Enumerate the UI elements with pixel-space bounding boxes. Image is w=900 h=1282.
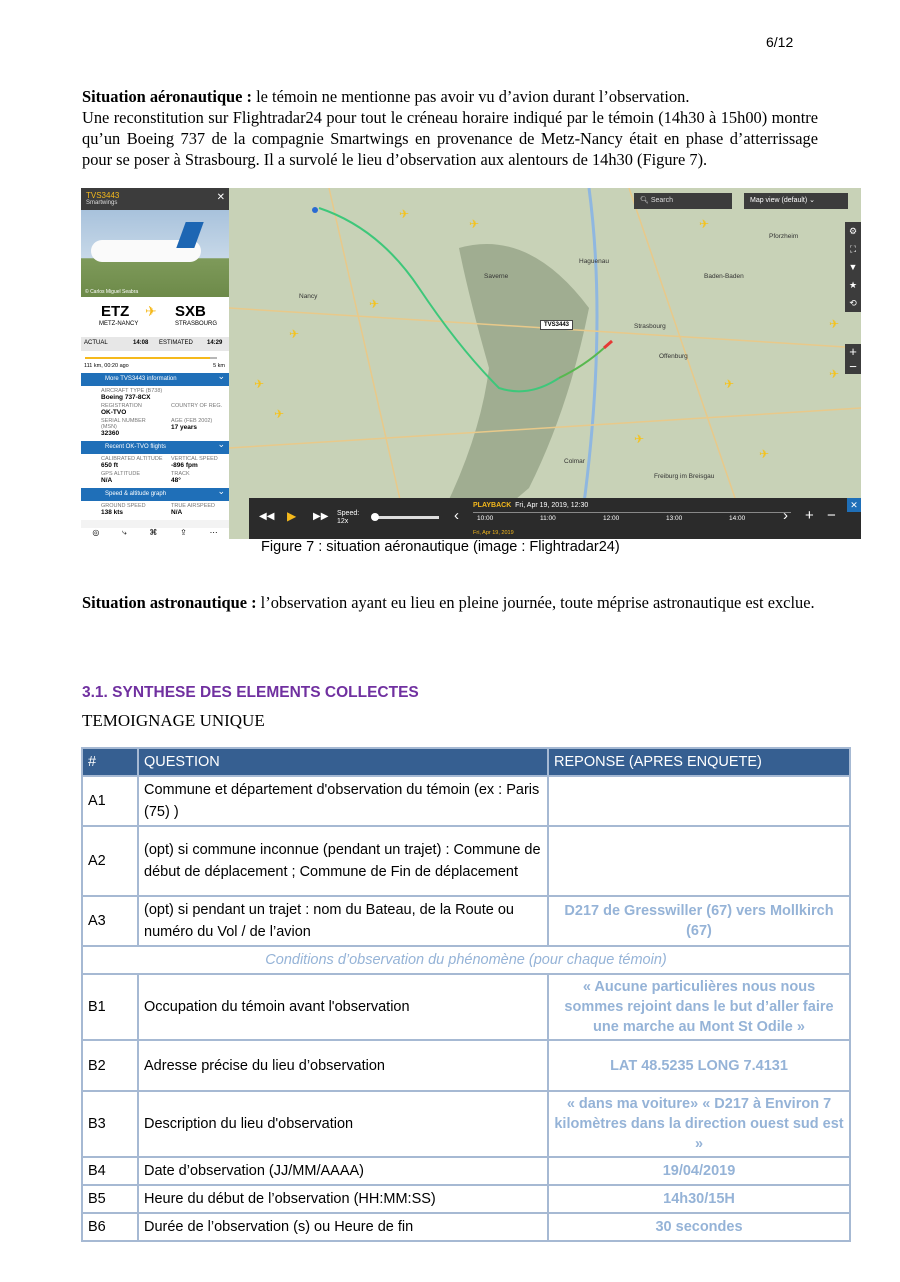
star-icon[interactable]: ★ (848, 280, 858, 290)
more-icon[interactable]: ⋯ (209, 528, 218, 537)
panel-bottom-icons (81, 528, 229, 539)
globe-icon[interactable]: ◎ (92, 528, 100, 537)
table-row: B4 Date d’observation (JJ/MM/AAAA) 19/04/2019 (82, 1157, 850, 1185)
flight-info-panel (81, 188, 229, 539)
place-label: Colmar (564, 458, 585, 465)
svg-text:✈: ✈ (274, 407, 285, 421)
photo-credit: © Carlos Miguel Seabra (85, 289, 139, 295)
table-row: B1 Occupation du témoin avant l'observation « Aucune particulières nous nous sommes rejoint dans le but d’aller faire une marche au Mont St Odile » (82, 974, 850, 1040)
table-row: B5 Heure du début de l’observation (HH:MM:SS) 14h30/15H (82, 1185, 850, 1213)
map-view-dropdown[interactable]: Map view (default) ⌄ (744, 193, 848, 209)
svg-text:✈: ✈ (759, 447, 770, 461)
situation-aero-label: Situation aéronautique : (82, 87, 253, 106)
map-zoom-controls (845, 344, 861, 374)
svg-text:✈: ✈ (724, 377, 735, 391)
table-row: B3 Description du lieu d'observation « dans ma voiture» « D217 à Environ 7 kilomètres dans la direction ouest sud est » (82, 1091, 850, 1157)
svg-text:✈: ✈ (634, 432, 645, 446)
timeline-tick: 14:00 (729, 515, 746, 522)
aircraft-info: AIRCRAFT TYPE (B738) Boeing 737-8CX REGISTRATION OK-TVO COUNTRY OF REG. SERIAL NUMBER (MSN) 32360 AGE (FEB 2002) 17 years (81, 386, 229, 441)
svg-text:✈: ✈ (254, 377, 265, 391)
svg-text:✈: ✈ (699, 217, 710, 231)
svg-text:✈: ✈ (469, 217, 480, 231)
timeline-tick: 10:00 (477, 515, 494, 522)
place-label: Strasbourg (634, 323, 666, 330)
settings-icon[interactable]: ⚙ (848, 226, 858, 236)
play-button[interactable]: ▶ (287, 509, 297, 523)
flightradar-screenshot (81, 188, 861, 539)
panel-airline: Smartwings (86, 200, 118, 206)
playback-next[interactable]: › (783, 507, 788, 524)
figure-caption: Figure 7 : situation aéronautique (image : Flightradar24) (261, 539, 620, 555)
place-label: Saverne (484, 273, 509, 280)
place-label: Pforzheim (769, 233, 799, 240)
situation-astro-paragraph (82, 592, 818, 613)
speed-slider[interactable] (373, 516, 439, 519)
place-label: Offenburg (659, 353, 688, 360)
filter-icon[interactable]: ▼ (848, 262, 858, 272)
svg-text:✈: ✈ (369, 297, 380, 311)
playback-title: PLAYBACK Fri, Apr 19, 2019, 12:30 (473, 502, 589, 509)
speed-info: GROUND SPEED 138 kts TRUE AIRSPEED N/A (81, 501, 229, 520)
table-row: A1 Commune et département d'observation du témoin (ex : Paris (75) ) (82, 776, 850, 826)
table-subheader-row (82, 946, 850, 974)
section-title: 3.1. SYNTHESE DES ELEMENTS COLLECTES (82, 684, 419, 701)
flight-times: ACTUAL 14:08 ESTIMATED 14:29 (81, 337, 229, 351)
zoom-out-button[interactable]: − (849, 359, 857, 374)
map-side-toolbar (845, 222, 861, 312)
timeline-tick: 11:00 (540, 515, 556, 522)
svg-text:✈: ✈ (829, 317, 840, 331)
table-row: A3 (opt) si pendant un trajet : nom du Bateau, de la Route ou numéro du Vol / de l’avion D217 de Gresswiller (67) vers Mollkirch (67) (82, 896, 850, 946)
place-label: Freiburg im Breisgau (654, 473, 715, 480)
panel-flight-number: TVS3443 (86, 191, 120, 200)
route-icon[interactable]: ⤷ (122, 528, 127, 537)
close-icon[interactable]: ✕ (216, 192, 225, 203)
zoom-in-button[interactable]: + (849, 344, 857, 359)
aircraft-photo (81, 210, 229, 297)
rewind-button[interactable]: ◀◀ (259, 511, 275, 522)
playback-icon[interactable]: ⟲ (849, 298, 857, 308)
situation-astro-text: l’observation ayant eu lieu en pleine journée, toute méprise astronautique est exclue. (256, 593, 815, 612)
playback-speed: Speed: 12x (337, 510, 360, 525)
place-label: Haguenau (579, 258, 609, 265)
playback-zoom-in[interactable]: + (805, 507, 814, 524)
search-icon: 🔍︎ (640, 197, 649, 204)
playback-date: Fri, Apr 19, 2019 (473, 530, 514, 536)
playback-zoom-out[interactable]: − (827, 507, 836, 524)
svg-text:✈: ✈ (289, 327, 300, 341)
situation-astro-label: Situation astronautique : (82, 593, 257, 612)
map-flight-label[interactable]: TVS3443 (540, 320, 573, 330)
timeline-tick: 13:00 (666, 515, 683, 522)
playback-bar (249, 498, 861, 539)
plane-icon: ✈ (145, 303, 157, 319)
altitude-info: CALIBRATED ALTITUDE 650 ft VERTICAL SPEED -896 fpm GPS ALTITUDE N/A TRACK 48° (81, 454, 229, 488)
forward-button[interactable]: ▶▶ (313, 511, 329, 522)
synthesis-table (81, 747, 851, 1242)
recent-flights-toggle[interactable]: Recent OK-TVO flights ⌄ (81, 441, 229, 454)
header-question: QUESTION (138, 748, 548, 776)
origin-code: ETZ (101, 303, 130, 320)
situation-aero-body: Une reconstitution sur Flightradar24 pour tout le créneau horaire indiqué par le témoin (14h30 à 15h00) montre qu’un Boeing 737 de la compagnie Smartwings en provenance de Metz-Nancy était en phase d’atterrissage pour se poser à Strasbourg. Il a survolé le lieu d’observation aux alentours de 14h30 (Figure 7). (82, 108, 818, 169)
flight-progress: 111 km, 00:20 ago 5 km (81, 351, 229, 373)
header-answer: REPONSE (APRES ENQUETE) (548, 748, 850, 776)
map-search-input[interactable]: 🔍︎ Search (634, 193, 732, 209)
panel-header (81, 188, 229, 210)
section-subtitle: TEMOIGNAGE UNIQUE (82, 711, 265, 730)
table-subheader: Conditions d’observation du phénomène (pour chaque témoin) (82, 946, 850, 974)
dest-city: STRASBOURG (175, 321, 218, 327)
share-icon[interactable]: ⇪ (180, 528, 187, 537)
situation-aero-paragraph (82, 86, 818, 170)
fullscreen-icon[interactable]: ⛶ (849, 244, 857, 254)
page-number: 6/12 (766, 34, 794, 50)
table-row: A2 (opt) si commune inconnue (pendant un trajet) : Commune de début de déplacement ; Commune de Fin de déplacement (82, 826, 850, 896)
place-label: Baden-Baden (704, 273, 744, 280)
map-area (229, 188, 861, 539)
more-info-toggle[interactable]: More TVS3443 information ⌄ (81, 373, 229, 386)
close-icon[interactable]: ✕ (847, 498, 861, 512)
table-row: B2 Adresse précise du lieu d’observation LAT 48.5235 LONG 7.4131 (82, 1040, 850, 1091)
playback-prev[interactable]: ‹ (454, 507, 459, 524)
playback-timeline[interactable] (473, 512, 791, 513)
timeline-tick: 12:00 (603, 515, 620, 522)
table-header-row (82, 748, 850, 776)
table-row: B6 Durée de l’observation (s) ou Heure de fin 30 secondes (82, 1213, 850, 1241)
header-id: # (82, 748, 138, 776)
dest-code: SXB (175, 303, 206, 320)
origin-city: METZ-NANCY (99, 321, 139, 327)
svg-text:✈: ✈ (829, 367, 840, 381)
3d-icon[interactable]: ⌘ (149, 528, 158, 537)
route-box (81, 297, 229, 337)
place-label: Nancy (299, 293, 318, 300)
speed-graph-toggle[interactable]: Speed & altitude graph ⌄ (81, 488, 229, 501)
situation-aero-text: le témoin ne mentionne pas avoir vu d’avion durant l’observation. (252, 87, 690, 106)
svg-text:✈: ✈ (399, 207, 410, 221)
